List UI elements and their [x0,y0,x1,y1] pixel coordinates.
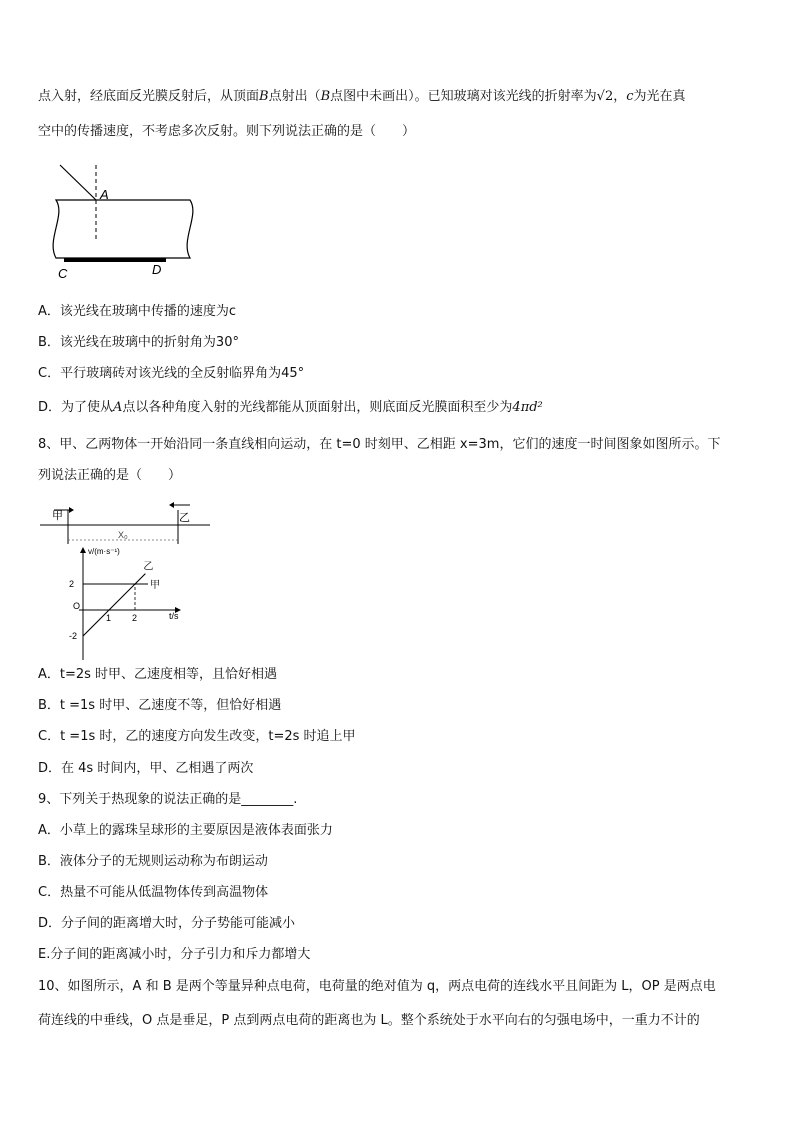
q7-stem-line-1: 点入射，经底面反光膜反射后，从顶面B点射出（B点图中未画出）。已知玻璃对该光线的折射率为√2，c为光在真 [38,89,686,104]
brick-outline [53,200,193,258]
q7-option-d: D．为了使从A点以各种角度入射的光线都能从顶面射出，则底面反光膜面积至少为4πd² [38,400,543,415]
t-tick-label: 1 [106,613,112,623]
q7-stem-line-2: 空中的传播速度，不考虑多次反射。则下列说法正确的是（ ） [38,124,416,139]
vt-graph [69,547,181,660]
q7-option-b: B．该光线在玻璃中的折射角为30° [38,335,239,350]
series-yi-label: 乙 [143,561,154,573]
motion-figure [38,500,218,665]
q8-stem-line-2: 列说法正确的是（ ） [38,468,182,483]
q8-option-a: A．t=2s 时甲、乙速度相等，且恰好相遇 [38,667,278,682]
q8-option-c: C．t =1s 时，乙的速度方向发生改变，t=2s 时追上甲 [38,729,356,744]
series-jia-label: 甲 [150,580,160,591]
point-d-label: D [152,262,162,277]
point-c-label: C [58,266,68,280]
v-axis-arrow [80,547,86,553]
q10-stem-line-1: 10、如图所示，A 和 B 是两个等量异种点电荷，电荷量的绝对值为 q，两点电荷的连线水平且间距为 L，OP 是两点电 [38,979,716,994]
reflective-film-cd [64,258,166,262]
x0-label: X₀ [118,530,128,540]
q9-stem: 9、下列关于热现象的说法正确的是________. [38,792,298,807]
incident-ray [60,165,96,200]
q9-option-a: A．小草上的露珠呈球形的主要原因是液体表面张力 [38,823,333,838]
q9-option-e: E.分子间的距离减小时，分子引力和斥力都增大 [38,947,311,962]
q9-option-d: D．分子间的距离增大时，分子势能可能减小 [38,916,296,931]
q9-option-b: B．液体分子的无规则运动称为布朗运动 [38,854,268,869]
q10-stem-line-2: 荷连线的中垂线，O 点是垂足，P 点到两点电荷的距离也为 L。整个系统处于水平向右的匀强电场中，一重力不计的 [38,1013,700,1028]
t-tick-label: 2 [132,613,138,623]
v-tick-label: 2 [69,579,75,589]
t-axis-label: t/s [169,611,179,621]
area-formula: 4πd² [512,400,543,415]
yi-label: 乙 [179,512,190,524]
origin-label: O [73,601,81,611]
yi-arrow-head [169,502,174,508]
q8-option-b: B．t =1s 时甲、乙速度不等，但恰好相遇 [38,698,282,713]
v-axis-label: v/(m·s⁻¹) [88,547,120,556]
q7-option-a: A．该光线在玻璃中传播的速度为c [38,304,237,319]
sqrt-two: √2 [596,89,614,104]
jia-arrow-head [69,507,74,513]
series-yi-line [83,574,145,636]
v-tick-label: -2 [69,631,78,641]
point-a-label: A [100,187,109,202]
glass-brick-figure [40,160,220,280]
q9-option-c: C．热量不可能从低温物体传到高温物体 [38,885,269,900]
jia-label: 甲 [52,510,63,522]
q7-option-c: C．平行玻璃砖对该光线的全反射临界角为45° [38,366,305,381]
q8-option-d: D．在 4s 时间内，甲、乙相遇了两次 [38,761,254,776]
q8-stem-line-1: 8、甲、乙两物体一开始沿同一条直线相向运动，在 t=0 时刻甲、乙相距 x=3m，它们的速度一时间图象如图所示。下 [38,437,721,452]
